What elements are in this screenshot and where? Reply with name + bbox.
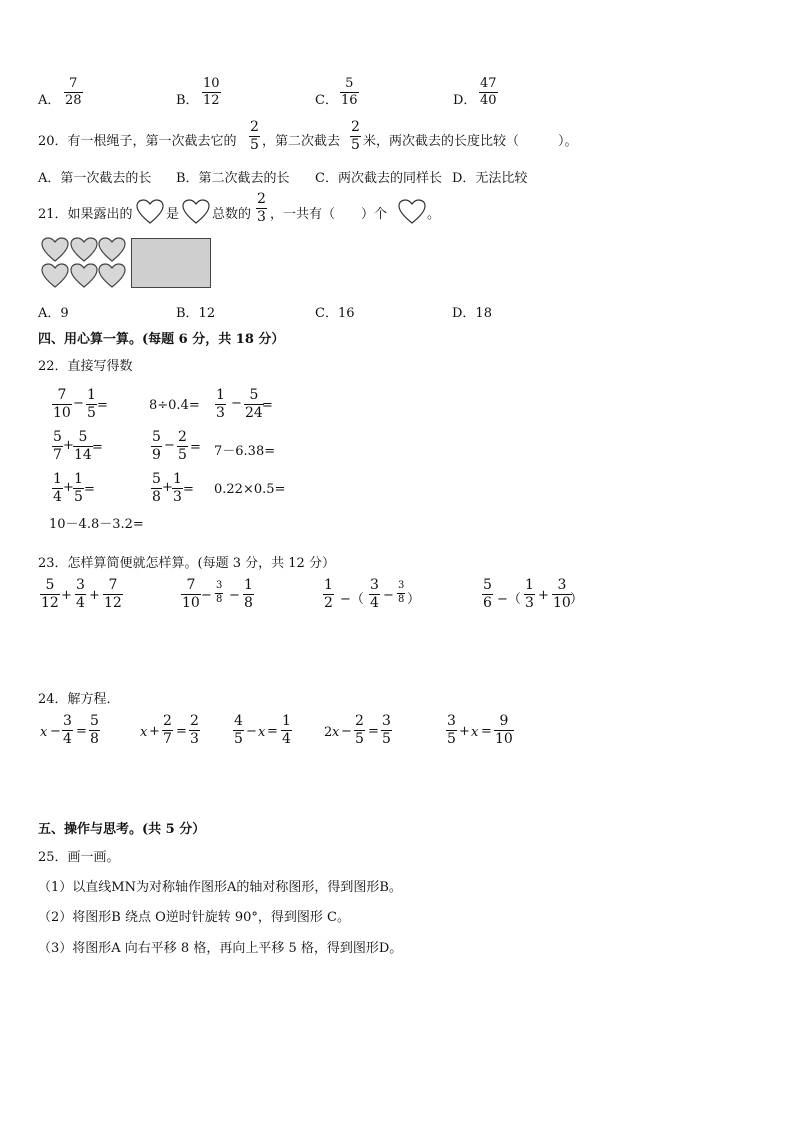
section-5-title: 五、操作与思考。(共 5 分） <box>38 822 206 837</box>
q24-eq-1-op: − <box>50 724 61 739</box>
q20-option-b: B．第二次截去的长 <box>176 171 290 186</box>
covered-area-rectangle <box>131 238 211 288</box>
q23-expr-1-frac-3: 7 12 <box>104 577 122 611</box>
q23-title: 23．怎样算简便就怎样算。(每题 3 分，共 12 分） <box>38 556 335 571</box>
q22-expr-7-frac-1: 1 4 <box>53 471 62 505</box>
q23-expr-4-op-2: + <box>538 588 549 603</box>
q23-expr-3-frac-2: 3 4 <box>370 577 379 611</box>
q21-option-a: A．9 <box>38 306 69 321</box>
q20-middle: ，第二次截去 <box>262 134 341 149</box>
q24-eq-1-frac-2: 5 8 <box>90 713 99 747</box>
q24-eq-1-var: x <box>40 725 48 740</box>
q22-expr-3-eq: = <box>262 398 273 413</box>
q24-eq-5-op: + <box>459 724 470 739</box>
q23-expr-4-frac-1: 5 6 <box>483 577 492 611</box>
q24-eq-2-op: + <box>149 724 160 739</box>
q24-eq-5-eq: = <box>481 724 492 739</box>
q19-option-c-fraction: 5 16 <box>341 76 358 108</box>
q22-title: 22．直接写得数 <box>38 359 133 374</box>
q24-eq-2-var: x <box>140 725 148 740</box>
q23-expr-1-frac-1: 5 12 <box>41 577 59 611</box>
q20-fraction-1: 2 5 <box>250 119 259 153</box>
q22-expr-7-op: + <box>63 480 74 495</box>
q19-option-b-letter: B． <box>176 93 199 108</box>
q23-expr-4-op-1: −（ <box>497 592 521 607</box>
q19-option-d-fraction: 47 40 <box>480 76 497 108</box>
section-4-title: 四、用心算一算。(每题 6 分，共 18 分） <box>38 332 285 347</box>
q21-end: 。 <box>427 207 441 222</box>
q24-eq-1-frac-1: 3 4 <box>63 713 72 747</box>
q22-expr-2: 8÷0.4= <box>149 398 200 413</box>
q24-eq-4-op: − <box>341 724 352 739</box>
q23-expr-1-op-2: + <box>89 588 100 603</box>
q24-title: 24．解方程． <box>38 692 120 707</box>
q24-eq-2-frac-1: 2 7 <box>163 713 172 747</box>
q24-eq-4-coef: 2 <box>324 725 333 740</box>
q22-expr-8-op: + <box>162 480 173 495</box>
q23-expr-3-op-1: −（ <box>340 592 364 607</box>
q22-expr-6: 7－6.38= <box>214 444 276 459</box>
q23-expr-3-close: ） <box>407 592 421 607</box>
q20-fraction-2: 2 5 <box>351 119 360 153</box>
q24-eq-3-eq: = <box>267 724 278 739</box>
q24-eq-4-eq: = <box>368 724 379 739</box>
q22-expr-1-eq: = <box>97 398 108 413</box>
q23-expr-2-frac-3: 1 8 <box>244 577 253 611</box>
q22-expr-4-frac-1: 5 7 <box>53 429 62 463</box>
q24-eq-4-var: x <box>332 725 340 740</box>
q22-expr-5-op: − <box>164 438 175 453</box>
q19-option-a-letter: A． <box>38 93 61 108</box>
heart-icon <box>182 199 210 225</box>
q22-expr-3-frac-1: 1 3 <box>216 387 225 421</box>
q23-expr-2-op-2: − <box>229 588 240 603</box>
q20-prefix: 20．有一根绳子，第一次截去它的 <box>38 134 237 149</box>
q24-eq-2-frac-2: 2 3 <box>190 713 199 747</box>
q20-option-d: D．无法比较 <box>452 171 528 186</box>
q23-expr-3-op-2: − <box>383 588 394 603</box>
q22-expr-5-frac-2: 2 5 <box>178 429 187 463</box>
q22-expr-9: 0.22×0.5= <box>214 482 286 497</box>
q22-expr-3-op: − <box>231 396 242 411</box>
q19-option-b-fraction: 10 12 <box>203 76 220 108</box>
q22-expr-7-frac-2: 1 5 <box>74 471 83 505</box>
heart-group-illustration <box>40 236 128 290</box>
q23-expr-4-frac-2: 1 3 <box>525 577 534 611</box>
q19-option-d-letter: D． <box>453 93 477 108</box>
q24-eq-5-frac-1: 3 5 <box>447 713 456 747</box>
q25-item-2: （2）将图形B 绕点 O逆时针旋转 90°，得到图形 C。 <box>38 910 351 925</box>
q23-expr-3-frac-3: 3 8 <box>398 580 405 605</box>
q22-expr-4-frac-2: 5 14 <box>74 429 92 463</box>
q23-expr-1-frac-2: 3 4 <box>76 577 85 611</box>
q21-mid-3: ，一共有（ ）个 <box>270 207 388 222</box>
q20-option-a: A．第一次截去的长 <box>38 171 152 186</box>
q22-expr-1-frac-1: 7 10 <box>53 387 71 421</box>
q22-expr-8-eq: = <box>183 482 194 497</box>
q24-eq-2-eq: = <box>176 724 187 739</box>
q23-expr-2-frac-1: 7 10 <box>182 577 200 611</box>
q24-eq-5-frac-2: 9 10 <box>495 713 513 747</box>
q22-expr-8-frac-2: 1 3 <box>173 471 182 505</box>
q23-expr-4-close: ） <box>570 592 584 607</box>
q23-expr-1-op-1: + <box>61 588 72 603</box>
q20-suffix: 米，两次截去的长度比较（ ）。 <box>363 134 578 149</box>
q22-expr-4-eq: = <box>92 440 103 455</box>
q22-expr-8-frac-1: 5 8 <box>152 471 161 505</box>
q22-expr-10: 10－4.8－3.2= <box>49 517 144 532</box>
q21-fraction: 2 3 <box>257 191 266 225</box>
q21-option-d: D．18 <box>452 306 492 321</box>
q24-eq-3-frac-1: 4 5 <box>234 713 243 747</box>
q24-eq-3-var: x <box>258 725 266 740</box>
q21-option-c: C．16 <box>315 306 355 321</box>
q19-option-c-letter: C． <box>315 93 338 108</box>
q25-item-3: （3）将图形A 向右平移 8 格，再向上平移 5 格，得到图形D。 <box>38 941 403 956</box>
q19-option-a-fraction: 7 28 <box>65 76 82 108</box>
q22-expr-7-eq: = <box>84 482 95 497</box>
q24-eq-4-frac-1: 2 5 <box>355 713 364 747</box>
q21-prefix: 21．如果露出的 <box>38 207 133 222</box>
q24-eq-3-frac-2: 1 4 <box>282 713 291 747</box>
q24-eq-4-frac-2: 3 5 <box>382 713 391 747</box>
q24-eq-5-var: x <box>471 725 479 740</box>
heart-icon <box>136 199 164 225</box>
q23-expr-2-frac-2: 3 8 <box>216 580 223 605</box>
q24-eq-3-op: − <box>246 724 257 739</box>
q22-expr-1-op: − <box>73 396 84 411</box>
q25-item-1: （1）以直线MN为对称轴作图形A的轴对称图形，得到图形B。 <box>38 880 402 895</box>
q20-option-c: C．两次截去的同样长 <box>315 171 442 186</box>
q21-mid-2: 总数的 <box>212 207 252 222</box>
q23-expr-2-op-1: − <box>201 588 212 603</box>
q23-expr-3-frac-1: 1 2 <box>324 577 333 611</box>
q21-mid-1: 是 <box>166 207 180 222</box>
q24-eq-1-eq: = <box>76 724 87 739</box>
heart-icon <box>398 199 426 225</box>
q22-expr-3-frac-2: 5 24 <box>245 387 263 421</box>
q22-expr-1-frac-2: 1 5 <box>87 387 96 421</box>
q22-expr-4-op: + <box>63 438 74 453</box>
q25-title: 25．画一画。 <box>38 850 120 865</box>
q23-expr-4-frac-3: 3 10 <box>553 577 571 611</box>
q22-expr-5-eq: = <box>190 440 201 455</box>
q22-expr-5-frac-1: 5 9 <box>152 429 161 463</box>
q21-option-b: B．12 <box>176 306 216 321</box>
